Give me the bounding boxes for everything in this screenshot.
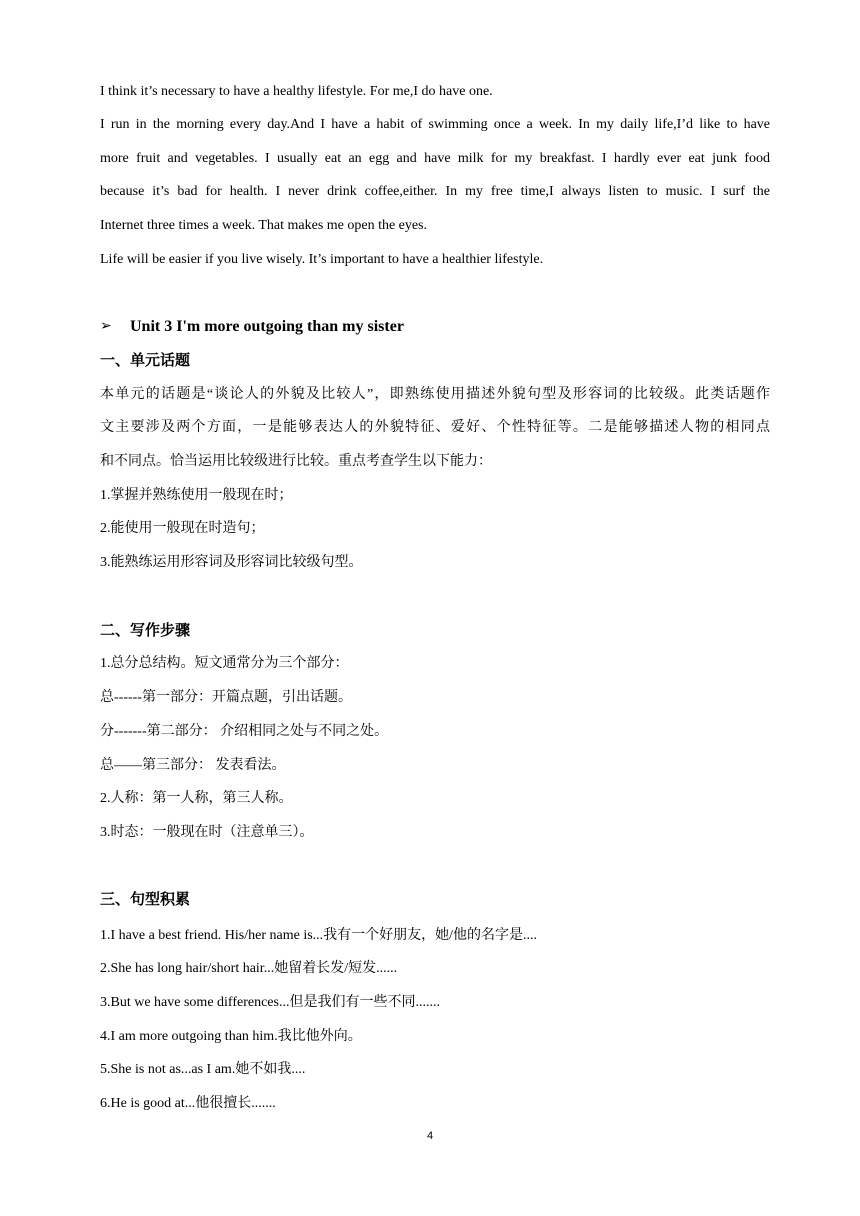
section-2-item: 3.时态：一般现在时（注意单三）。 <box>100 825 314 840</box>
essay-paragraph-2-line-2: more fruit and vegetables. I usually eat an egg and have milk for my breakfast. I hardly ever eat junk food <box>100 151 770 166</box>
essay-paragraph-2-line-4: Internet three times a week. That makes me open the eyes. <box>100 218 428 233</box>
section-2-heading: 二、写作步骤 <box>100 623 191 639</box>
section-3-item: 5.She is not as...as I am.她不如我.... <box>100 1062 306 1077</box>
section-2-item: 总——第三部分： 发表看法。 <box>100 758 286 773</box>
page-number: 4 <box>426 1130 434 1142</box>
section-1-item: 1.掌握并熟练使用一般现在时； <box>100 488 293 503</box>
section-1-intro-line-1: 本单元的话题是“谈论人的外貌及比较人”，即熟练使用描述外貌句型及形容词的比较级。此类话题作 <box>100 387 770 402</box>
section-1-heading: 一、单元话题 <box>100 353 191 369</box>
section-1-intro-line-3: 和不同点。恰当运用比较级进行比较。重点考查学生以下能力： <box>100 454 492 469</box>
section-3-item: 2.She has long hair/short hair...她留着长发/短发...... <box>100 961 398 976</box>
section-1-item: 2.能使用一般现在时造句； <box>100 521 265 536</box>
unit-title: Unit 3 I'm more outgoing than my sister <box>130 318 404 335</box>
section-2-item: 分-------第二部分： 介绍相同之处与不同之处。 <box>100 724 389 739</box>
section-1-intro-line-2: 文主要涉及两个方面，一是能够表达人的外貌特征、爱好、个性特征等。二是能够描述人物的相同点 <box>100 420 770 435</box>
bullet-arrow-icon: ➢ <box>100 319 112 334</box>
section-3-item: 6.He is good at...他很擅长....... <box>100 1096 276 1111</box>
essay-paragraph-2-line-3: because it’s bad for health. I never drink coffee,either. In my free time,I always listen to music. I surf the <box>100 184 770 199</box>
essay-paragraph-1: I think it’s necessary to have a healthy lifestyle. For me,I do have one. <box>100 84 493 99</box>
section-1-item: 3.能熟练运用形容词及形容词比较级句型。 <box>100 555 363 570</box>
essay-paragraph-2-line-1: I run in the morning every day.And I have a habit of swimming once a week. In my daily life,I’d like to have <box>100 117 770 132</box>
section-3-heading: 三、句型积累 <box>100 892 191 908</box>
section-3-item: 3.But we have some differences...但是我们有一些不同....... <box>100 995 440 1010</box>
essay-paragraph-3: Life will be easier if you live wisely. It’s important to have a healthier lifestyle. <box>100 252 544 267</box>
section-3-item: 4.I am more outgoing than him.我比他外向。 <box>100 1029 362 1044</box>
section-3-item: 1.I have a best friend. His/her name is...我有一个好朋友，她/他的名字是.... <box>100 928 538 943</box>
section-2-item: 1.总分总结构。短文通常分为三个部分： <box>100 656 349 671</box>
section-2-item: 2.人称：第一人称，第三人称。 <box>100 791 293 806</box>
section-2-item: 总------第一部分：开篇点题，引出话题。 <box>100 690 352 705</box>
